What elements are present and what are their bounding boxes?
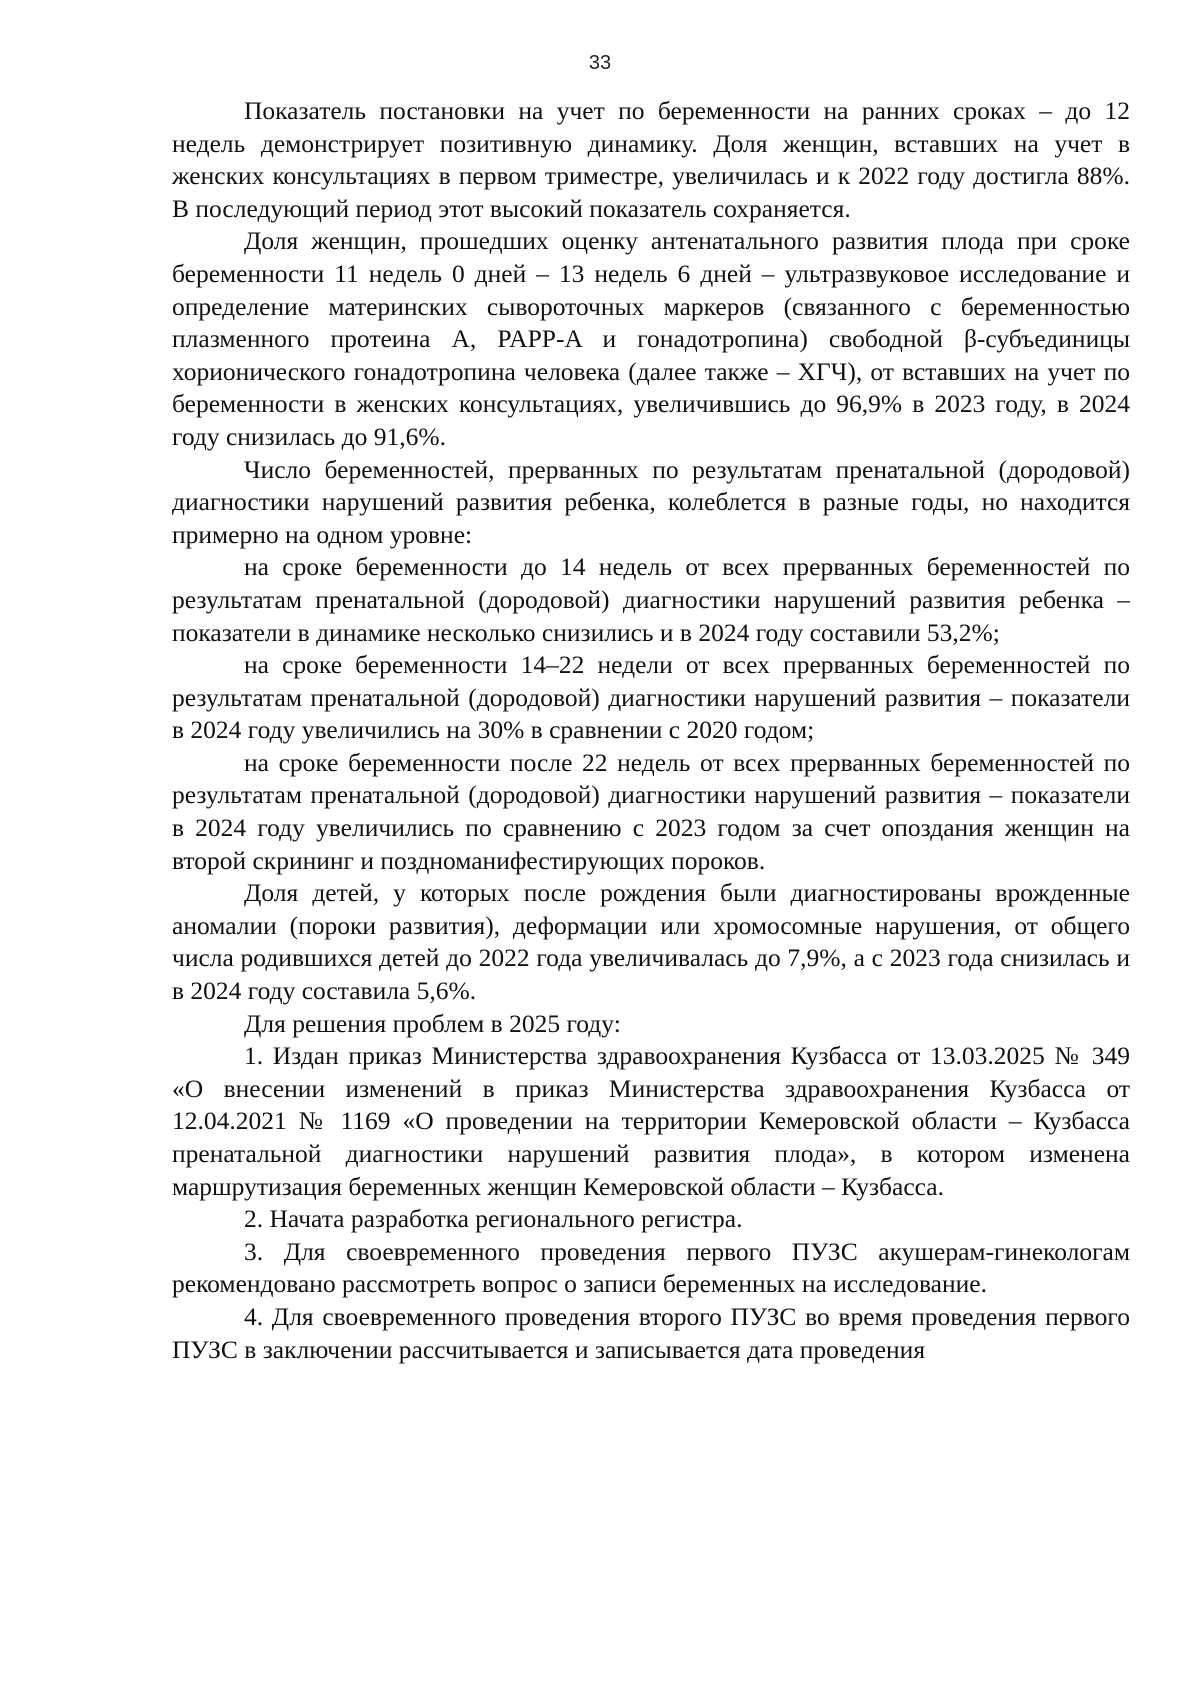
document-body: [172, 95, 1130, 1366]
list-item-1: 1. Издан приказ Министерства здравоохранения Кузбасса от 13.03.2025 № 349 «О внесении изменений в приказ Министерства здравоохранения Кузбасса от 12.04.2021 № 1169 «О проведении на территории Кемеровской области – Кузбасса пренатальной диагностики нарушений развития плода», в котором изменена маршрутизация беременных женщин Кемеровской области – Кузбасса.: [172, 1041, 1130, 1201]
list-item-2: 2. Начата разработка регионального регистра.: [244, 1204, 743, 1234]
paragraph-term-14-22-weeks: на сроке беременности 14–22 недели от всех прерванных беременностей по результатам пренатальной (дородовой) диагностики нарушений развития – показатели в 2024 году увеличились на 30% в сравнении с 2020 годом;: [172, 650, 1130, 745]
paragraph-term-before-14-weeks: на сроке беременности до 14 недель от всех прерванных беременностей по результатам пренатальной (дородовой) диагностики нарушений развития ребенка – показатели в динамике несколько снизились и в 2024 году составили 53,2%;: [172, 552, 1130, 647]
list-item-4: 4. Для своевременного проведения второго ПУЗС во время проведения первого ПУЗС в заключении рассчитывается и записывается дата проведения: [172, 1301, 1130, 1364]
paragraph-terminated-pregnancies: Число беременностей, прерванных по результатам пренатальной (дородовой) диагностики нарушений развития ребенка, колеблется в разные годы, но находится примерно на одном уровне:: [172, 454, 1130, 549]
paragraph-congenital-anomalies: Доля детей, у которых после рождения были диагностированы врожденные аномалии (пороки развития), деформации или хромосомные нарушения, от общего числа родившихся детей до 2022 года увеличивалась до 7,9%, а с 2023 года снизилась и в 2024 году составила 5,6%.: [172, 878, 1130, 1006]
paragraph-early-registration: Показатель постановки на учет по беременности на ранних сроках – до 12 недель демонстрирует позитивную динамику. Доля женщин, вставших на учет в женских консультациях в первом триместре, увеличилась и к 2022 году достигла 88%. В последующий период этот высокий показатель сохраняется.: [172, 96, 1130, 223]
page-number: 33: [588, 52, 612, 74]
list-item-3: 3. Для своевременного проведения первого ПУЗС акушерам-гинекологам рекомендовано рассмотреть вопрос о записи беременных на исследование.: [172, 1236, 1130, 1299]
paragraph-term-after-22-weeks: на сроке беременности после 22 недель от всех прерванных беременностей по результатам пренатальной (дородовой) диагностики нарушений развития – показатели в 2024 году увеличились по сравнению с 2023 годом за счет опоздания женщин на второй скрининг и поздноманифестирующих пороков.: [172, 747, 1130, 875]
paragraph-antenatal-assessment: Доля женщин, прошедших оценку антенатального развития плода при сроке беременности 11 недель 0 дней – 13 недель 6 дней – ультразвуковое исследование и определение материнских сывороточных маркеров (связанного с беременностью плазменного протеина А, PAPP-A и гонадотропина) свободной β-субъединицы хорионического гонадотропина человека (далее также – ХГЧ), от вставших на учет по беременности в женских консультациях, увеличившись до 96,9% в 2023 году, в 2024 году снизилась до 91,6%.: [172, 226, 1130, 451]
paragraph-solutions-intro: Для решения проблем в 2025 году:: [244, 1008, 621, 1038]
